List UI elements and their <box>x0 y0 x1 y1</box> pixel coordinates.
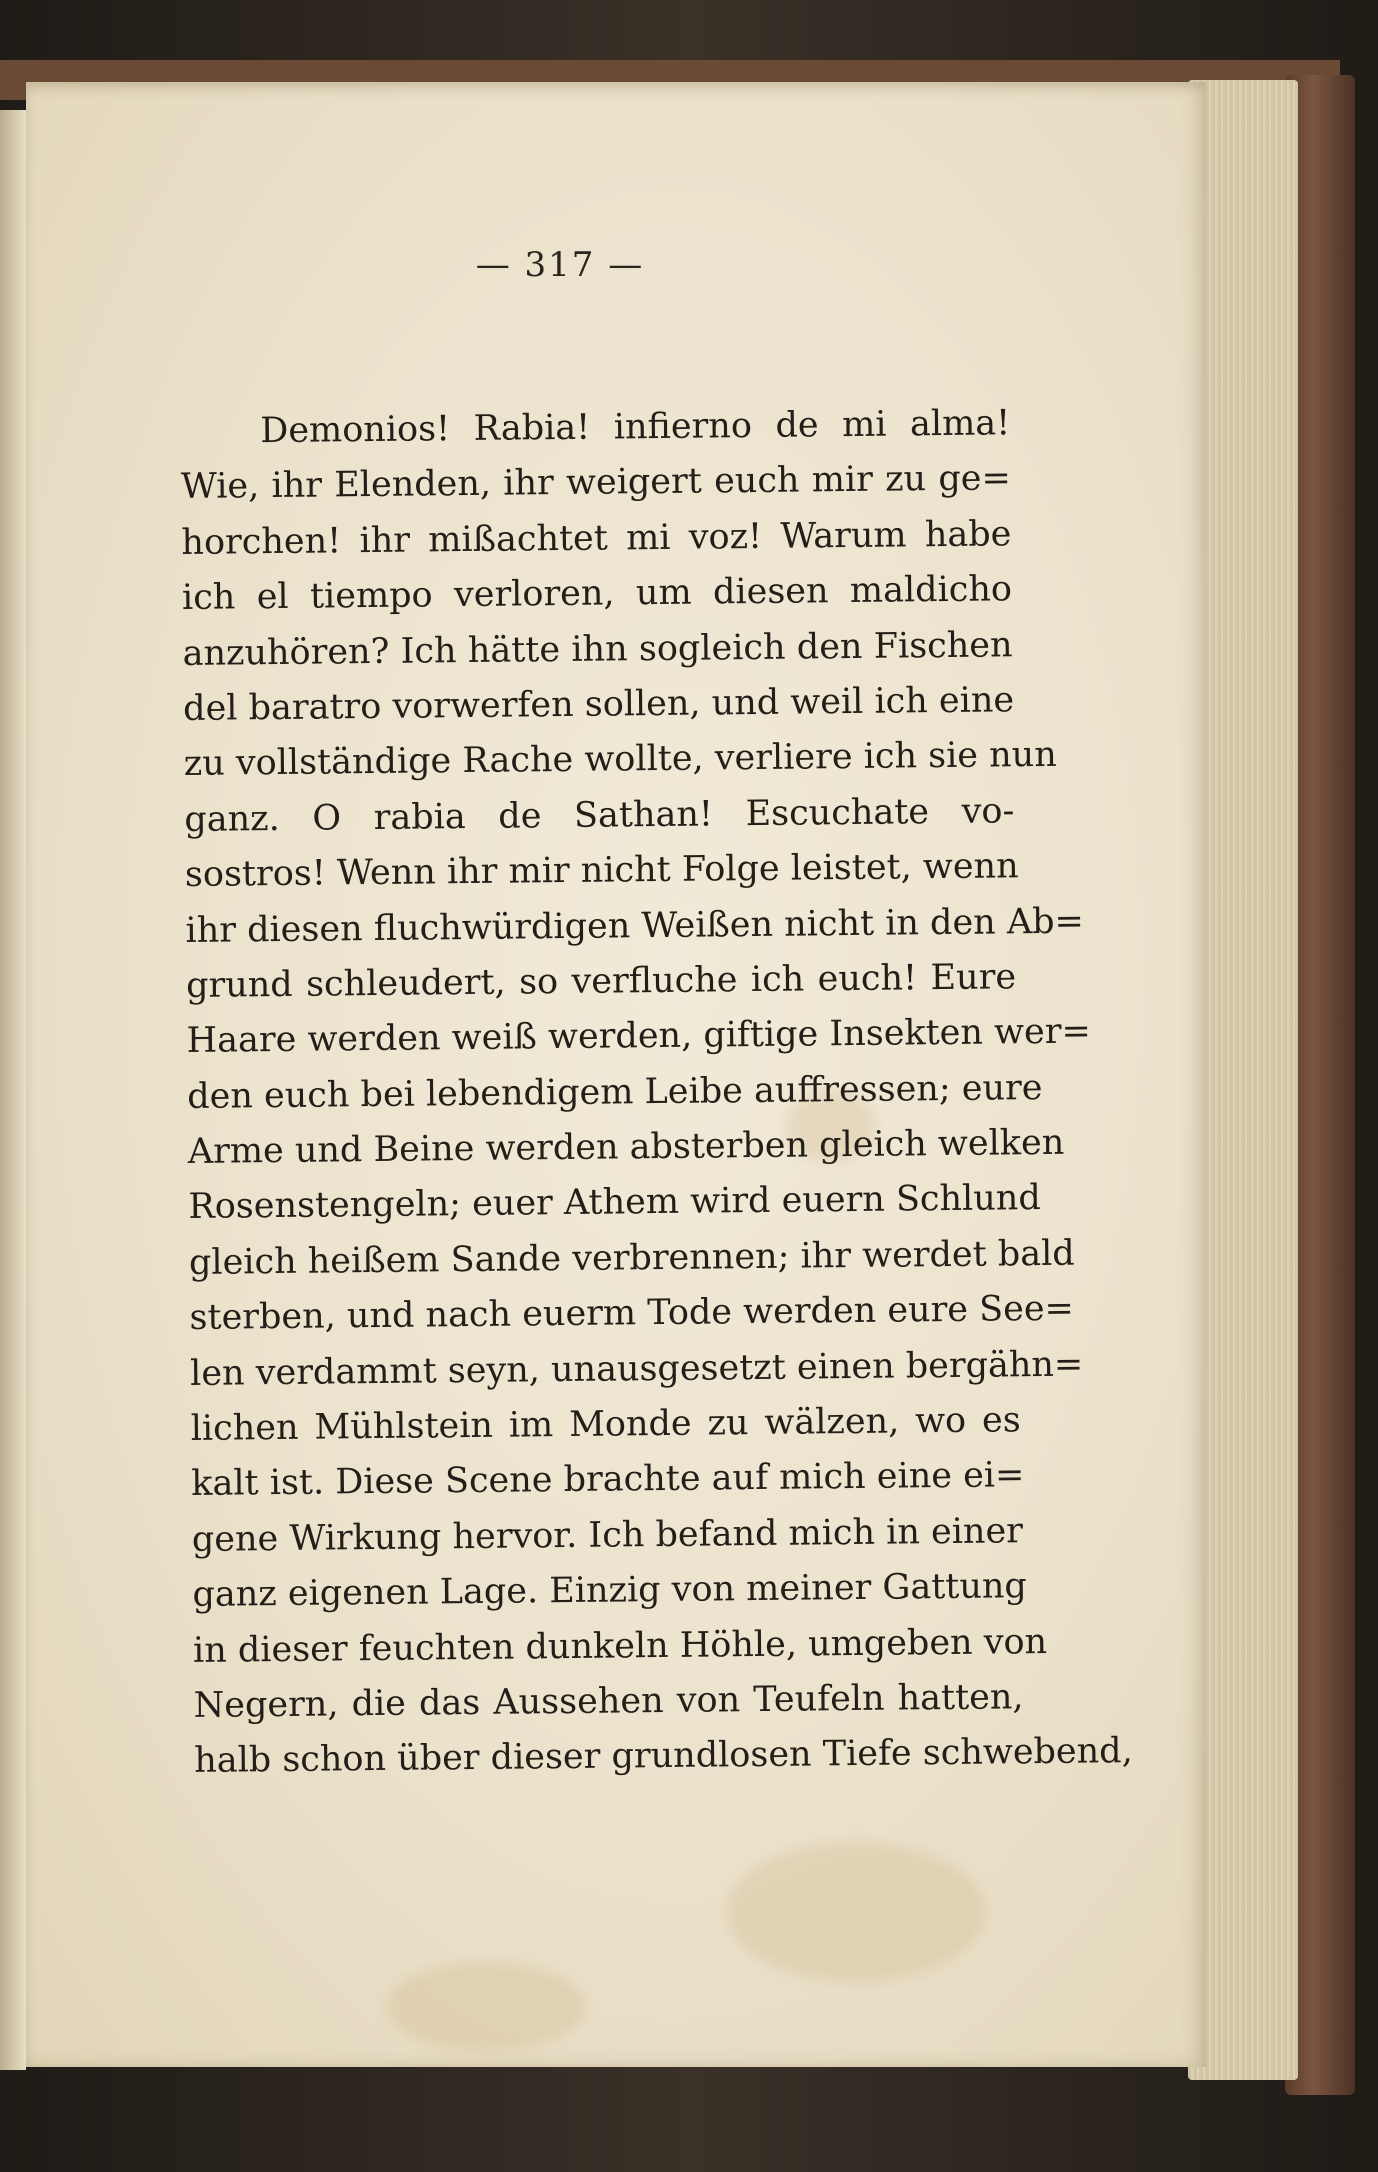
text-line: del baratro vorwerfen sollen, und weil ich eine <box>182 680 1015 729</box>
text-line: halb schon über dieser grundlosen Tiefe schwebend, <box>193 1731 1133 1782</box>
text-line: anzuhören? Ich hätte ihn sogleich den Fischen <box>182 624 1013 674</box>
text-line: len verdammt seyn, unausgesetzt einen bergähn= <box>189 1344 1084 1394</box>
text-line: ganz eigenen Lage. Einzig von meiner Gattung <box>192 1566 1028 1616</box>
text-line: ich el tiempo verloren, um diesen maldicho <box>181 569 1013 619</box>
text-line: sostros! Wenn ihr mir nicht Folge leistet, wenn <box>184 846 1019 896</box>
text-line: gleich heißem Sande verbrennen; ihr werdet bald <box>188 1233 1075 1283</box>
text-line: den euch bei lebendigem Leibe auffressen; eure <box>187 1067 1043 1117</box>
text-line: ganz. O rabia de Sathan! Escuchate vo- <box>184 791 1015 840</box>
text-line: zu vollständige Rache wollte, verliere ich sie nun <box>183 735 1057 785</box>
page-stain <box>386 1962 586 2052</box>
text-line: in dieser feuchten dunkeln Höhle, umgeben von <box>192 1621 1048 1671</box>
text-line: sterben, und nach euerm Tode werden eure See= <box>189 1288 1075 1339</box>
text-line: gene Wirkung hervor. Ich befand mich in einer <box>191 1511 1024 1560</box>
text-line: Rosenstengeln; euer Athem wird euern Schlund <box>188 1178 1041 1228</box>
text-line: grund schleudert, so verfluche ich euch! Eure <box>185 957 1017 1006</box>
page-stain <box>726 1842 986 1982</box>
text-line: Wie, ihr Elenden, ihr weigert euch mir zu ge= <box>180 458 1012 508</box>
text-line: Haare werden weiß werden, giftige Insekten wer= <box>186 1011 1092 1062</box>
page-number: — 317 — <box>475 245 645 285</box>
text-line: ihr diesen fluchwürdigen Weißen nicht in den Ab= <box>185 901 1085 951</box>
text-line: Negern, die das Aussehen von Teufeln hatten, <box>193 1677 1024 1726</box>
text-line: Arme und Beine werden absterben gleich welken <box>187 1122 1065 1173</box>
text-line: horchen! ihr mißachtet mi voz! Warum habe <box>181 514 1012 563</box>
left-page-edge <box>0 110 26 2070</box>
text-line: lichen Mühlstein im Monde zu wälzen, wo es <box>190 1400 1021 1449</box>
text-line: kalt ist. Diese Scene brachte auf mich eine ei= <box>191 1455 1025 1505</box>
text-line: Demonios! Rabia! infierno de mi alma! <box>260 403 1011 452</box>
page-text <box>180 396 1133 1789</box>
